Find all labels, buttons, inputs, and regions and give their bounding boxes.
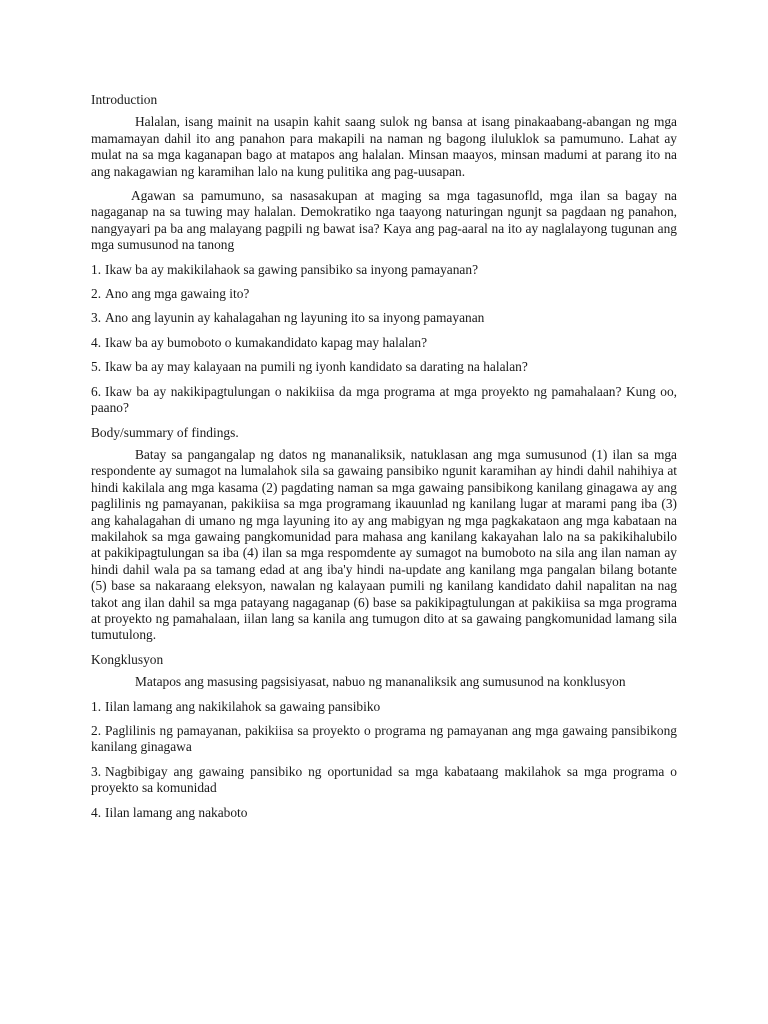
question-number: 6. — [91, 383, 102, 399]
question-item — [91, 359, 677, 375]
findings-section — [91, 425, 677, 644]
question-text: Ano ang layunin ay kahalagahan ng layuning ito sa inyong pamayanan — [105, 310, 485, 326]
question-number: 2. — [91, 286, 102, 302]
conclusion-item — [91, 764, 677, 797]
conclusion-text: Paglilinis ng pamayanan, pakikiisa sa proyekto o programa ng pamayanan ang mga gawaing pansibikong kanilang ginagawa — [91, 723, 677, 755]
conclusion-number: 2. — [91, 723, 102, 738]
conclusion-text: Iilan lamang ang nakikilahok sa gawaing pansibiko — [105, 698, 381, 714]
conclusion-item — [91, 723, 677, 756]
conclusion-item — [91, 699, 677, 715]
question-text: Ikaw ba ay may kalayaan na pumili ng iyonh kandidato sa darating na halalan? — [105, 359, 528, 375]
question-number: 5. — [91, 359, 102, 375]
intro-paragraph-1: Halalan, isang mainit na usapin kahit saang sulok ng bansa at isang pinakaabang-abangan ng mga mamamayan dahil ito ang panahon para makapili na naman ng bagong iluluklok sa pamumuno. Lahat ay mulat na sa mga kaganapan bago at matapos ang halalan. Minsan maayos, minsan madumi at parang ito na ang nakagawian ng karamihan lalo na kung pulitika ang pag-uusapan. — [91, 114, 677, 179]
findings-heading: Body/summary of findings. — [91, 424, 239, 440]
findings-paragraph: Batay sa pangangalap ng datos ng mananaliksik, natuklasan ang mga sumusunod (1) ilan sa mga respondente ay sumagot na lumalahok sila sa gawaing pansibiko ngunit karamihan ay hindi dahil nahihiya at hindi kakilala ang mga kasama (2) pagdating naman sa mga gawaing pansibikong kanilang ginagawa ay ang paglilinis ng pamayanan, pakikiisa sa mga programang ikauunlad ng kanilang lugar at marami pang iba (3) ang kahalagahan di umano ng mga layuning ito ay ang mabigyan ng mga pagkakataon ang mga kabataan na makilahok sa mga gawaing pangkomunidad para mahasa ang kanilang kakayahan lalo na sa pakikihalubilo at pakikipagtulungan sa iba (4) ilan sa mga respomdente ay sumagot na bumoboto na sila ang ilan naman ay hindi dahil wala pa sa tamang edad at ang iba'y hindi na-update ang kanilang mga pangalan bilang botante (5) base sa nakaraang eleksyon, nawalan ng kalayaan pumili ng kanilang kandidato dahil napalitan na nag takot ang ilan dahil sa mga patayang nagaganap (6) base sa pakikipagtulungan at pakikiisa sa mga programa at proyekto ng pamahalaan, iilan lang sa kanila ang tumugon dito at sa gawaing pangkomunidad lamang sila tumutulong. — [91, 446, 677, 643]
question-item — [91, 286, 677, 302]
conclusion-heading: Kongklusyon — [91, 651, 164, 667]
question-text: Ikaw ba ay bumoboto o kumakandidato kapag may halalan? — [105, 334, 428, 350]
conclusion-item — [91, 805, 677, 821]
question-item — [91, 262, 677, 278]
intro-paragraph-2: Agawan sa pamumuno, sa nasasakupan at maging sa mga tagasunofld, mga ilan sa bagay na nagaganap na sa tuwing may halalan. Demokratiko nga taayong naturingan ngunjt sa pagdaan ng panahon, nangyayari pa ba ang malayang pagpili ng bawat isa? Kaya ang pag-aaral na ito ay naglalayong tugunan ang mga sumusunod na tanong — [91, 188, 677, 253]
question-text: Ikaw ba ay makikilahaok sa gawing pansibiko sa inyong pamayanan? — [105, 261, 479, 277]
question-number: 1. — [91, 261, 102, 277]
conclusion-text: Nagbibigay ang gawaing pansibiko ng oportunidad sa mga kabataang makilahok sa mga programa o proyekto sa komunidad — [91, 763, 677, 796]
introduction-heading: Introduction — [91, 92, 158, 107]
conclusion-paragraph: Matapos ang masusing pagsisiyasat, nabuo ng mananaliksik ang sumusunod na konklusyon — [135, 674, 626, 690]
conclusion-number: 1. — [91, 698, 102, 714]
question-number: 3. — [91, 310, 102, 326]
question-item — [91, 310, 677, 326]
conclusion-number: 3. — [91, 763, 102, 779]
conclusion-section — [91, 652, 677, 821]
question-text: Ikaw ba ay nakikipagtulungan o nakikiisa da mga programa at mga proyekto ng pamahalaan? Kung oo, paano? — [91, 383, 677, 416]
conclusion-text: Iilan lamang ang nakaboto — [105, 804, 248, 820]
question-number: 4. — [91, 334, 102, 350]
question-item — [91, 384, 677, 417]
question-text: Ano ang mga gawaing ito? — [105, 286, 250, 302]
introduction-section — [91, 92, 677, 417]
question-item — [91, 335, 677, 351]
conclusion-number: 4. — [91, 804, 102, 820]
